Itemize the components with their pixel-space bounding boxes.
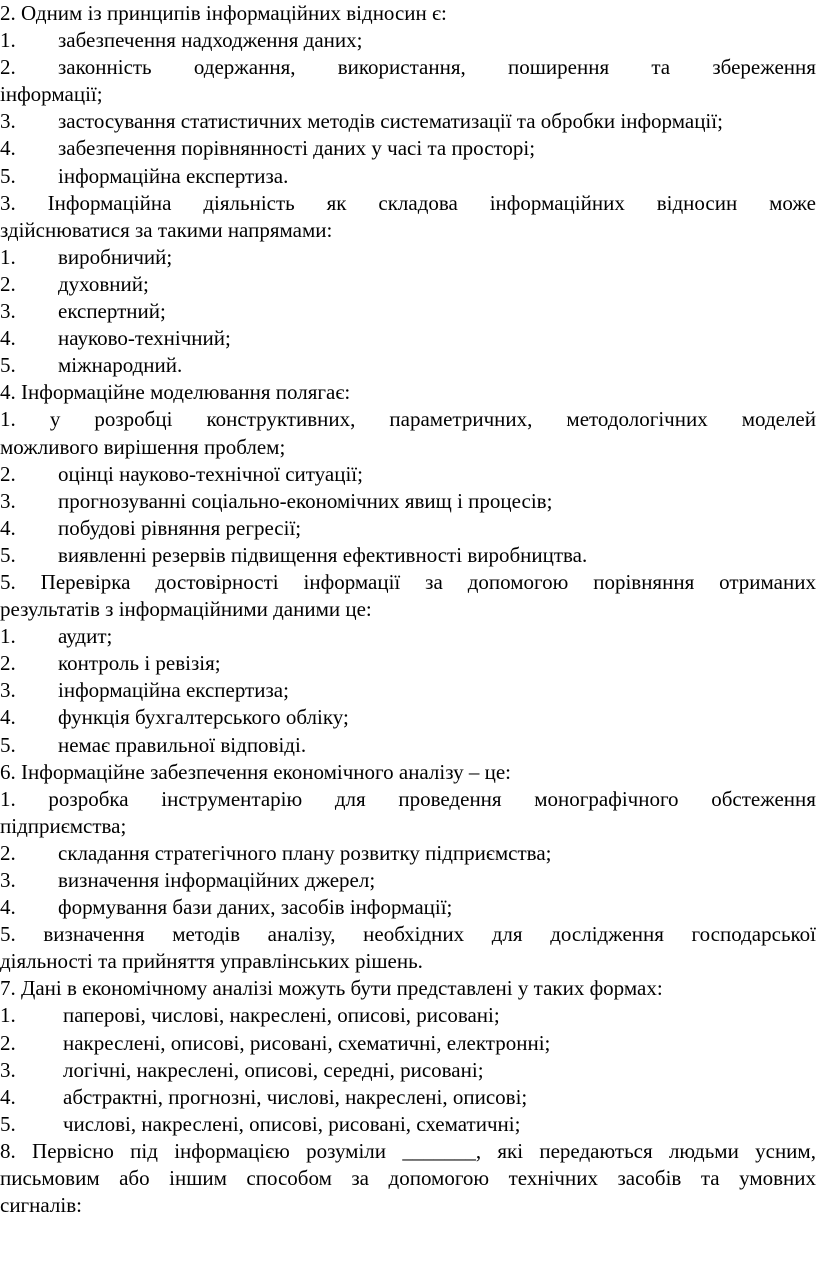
word: які [497,1138,524,1163]
answer-option [0,135,816,162]
option-text: побудові рівняння регресії; [58,515,302,540]
word: Інформаційна [47,190,172,215]
answer-option [0,271,816,298]
text-line: інформації; [0,82,103,107]
word: та [651,55,671,80]
answer-option [0,298,816,325]
word: 1. [0,407,16,432]
word: допомогою [388,1166,490,1191]
option-text: аудит; [58,624,113,649]
word: моделей [741,407,816,432]
option-text: формування бази даних, засобів інформації; [58,895,453,920]
option-text: немає правильної відповіді. [58,732,307,757]
option-number: 2. [0,1030,16,1055]
answer-option [0,1084,816,1111]
word: 1. [0,786,16,811]
option-number: 3. [0,299,16,324]
answer-option [0,704,816,731]
answer-option [0,677,816,704]
option-number: 2. [0,461,16,486]
answer-option [0,461,816,488]
answer-option [0,840,816,867]
justified-line [0,569,816,596]
option-number: 1. [0,624,16,649]
word: інформації [303,569,401,594]
justified-line [0,786,816,813]
option-text: міжнародний. [58,353,183,378]
word: усним, [755,1138,816,1163]
answer-option [0,732,816,759]
word: Перевірка [40,569,131,594]
word: допомогою [467,569,569,594]
word: за [425,569,443,594]
answer-option [0,244,816,271]
option-text: накреслені, описові, рисовані, схематичні, електронні; [63,1030,551,1055]
option-text: абстрактні, прогнозні, числові, накреслені, описові; [63,1084,528,1109]
text-line: діяльності та прийняття управлінських рішень. [0,949,423,974]
option-number: 2. [0,651,16,676]
word: людьми [668,1138,739,1163]
text-line: здійснюватися за такими напрямами: [0,217,333,242]
word: господарської [691,922,816,947]
option-text: забезпечення надходження даних; [58,28,363,53]
word: необхідних [363,922,465,947]
word: 2. [0,55,16,80]
word: для [491,922,523,947]
justified-line [0,921,816,948]
answer-option [0,1111,816,1138]
option-number: 4. [0,326,16,351]
option-number: 3. [0,678,16,703]
word: одержання, [193,55,296,80]
text-line: 6. Інформаційне забезпечення економічного аналізу – це: [0,759,511,784]
word: параметричних, [389,407,533,432]
answer-option [0,488,816,515]
option-text: визначення інформаційних джерел; [58,868,376,892]
text-line: 4. Інформаційне моделювання полягає: [0,380,351,405]
word: 3. [0,190,16,215]
answer-option [0,542,816,569]
option-number: 1. [0,244,16,269]
option-text: логічні, накреслені, описові, середні, рисовані; [63,1057,484,1082]
word: Первісно [32,1138,114,1163]
word: дослідження [550,922,664,947]
option-number: 3. [0,109,16,134]
option-number: 3. [0,868,16,892]
option-number: 4. [0,895,16,920]
option-number: 5. [0,542,16,567]
option-text: інформаційна експертиза; [58,678,289,703]
word: за [351,1166,370,1191]
word: діяльність [203,190,295,215]
word: інформаційних [489,190,625,215]
answer-option [0,867,816,894]
justified-line [0,190,816,217]
word: 5. [0,569,16,594]
word: може [769,190,816,215]
option-text: прогнозуванні соціально-економічних явищ і процесів; [58,488,553,513]
word: розуміли [306,1138,387,1163]
word: методологічних [566,407,708,432]
word: збереження [712,55,816,80]
option-text: числові, накреслені, описові, рисовані, схематичні; [63,1111,521,1136]
option-text: науково-технічний; [58,326,231,351]
option-text: духовний; [58,271,149,296]
word: 5. [0,922,16,947]
text-line: 7. Дані в економічному аналізі можуть бути представлені у таких формах: [0,976,663,1001]
word: способом [246,1166,332,1191]
word: складова [378,190,458,215]
word: законність [58,55,152,80]
option-number: 2. [0,840,16,865]
option-text: застосування статистичних методів систематизації та обробки інформації; [58,109,723,134]
word: умовних [739,1166,816,1191]
answer-option [0,1057,816,1084]
answer-option [0,515,816,542]
word: методів [172,922,241,947]
word: та [700,1166,720,1191]
answer-option [0,108,816,135]
text-line: 2. Одним із принципів інформаційних відносин є: [0,1,447,25]
option-number: 3. [0,488,16,513]
word: технічних [508,1166,598,1191]
word: проведення [398,786,502,811]
word: інформацією [174,1138,290,1163]
word: _______, [402,1138,482,1163]
word: конструктивних, [206,407,356,432]
option-text: складання стратегічного плану розвитку підприємства; [58,840,552,865]
option-number: 5. [0,732,16,757]
answer-option [0,1002,816,1029]
word: використання, [337,55,466,80]
justified-line [0,406,816,433]
option-text: інформаційна експертиза. [58,163,289,188]
answer-option [0,623,816,650]
word: поширення [508,55,610,80]
answer-option [0,650,816,677]
word: обстеження [711,786,816,811]
option-number: 1. [0,1003,16,1028]
word: отриманих [719,569,816,594]
word: аналізу, [267,922,336,947]
answer-option [0,163,816,190]
option-number: 4. [0,515,16,540]
word: 8. [0,1138,16,1163]
word: або [119,1166,150,1191]
option-number: 4. [0,136,16,161]
answer-option [0,1030,816,1057]
word: розробка [48,786,129,811]
word: визначення [43,922,145,947]
justified-line [0,1165,816,1192]
answer-option [0,27,816,54]
answer-option [0,325,816,352]
word: у [49,407,61,432]
text-line: сигналів: [0,1193,82,1218]
word: під [130,1138,158,1163]
option-number: 5. [0,163,16,188]
word: як [326,190,347,215]
word: порівняння [593,569,695,594]
option-number: 2. [0,271,16,296]
word: для [334,786,366,811]
text-line: підприємства; [0,813,127,838]
option-text: функція бухгалтерського обліку; [58,705,349,730]
justified-line [0,54,816,81]
option-text: виявленні резервів підвищення ефективності виробництва. [58,542,588,567]
word: відносин [656,190,738,215]
answer-option [0,894,816,921]
word: розробці [94,407,173,432]
option-number: 5. [0,1111,16,1136]
option-number: 1. [0,28,16,53]
text-line: можливого вирішення проблем; [0,434,286,459]
option-number: 4. [0,705,16,730]
option-number: 3. [0,1057,16,1082]
option-text: контроль і ревізія; [58,651,221,676]
word: передаються [539,1138,653,1163]
option-text: паперові, числові, накреслені, описові, рисовані; [63,1003,500,1028]
word: іншим [169,1166,227,1191]
word: письмовим [0,1166,100,1191]
option-text: експертний; [58,299,166,324]
word: достовірності [155,569,279,594]
option-text: виробничий; [58,244,173,269]
option-number: 4. [0,1084,16,1109]
text-line: результатів з інформаційними даними це: [0,597,372,622]
justified-line [0,1138,816,1165]
word: інструментарію [161,786,303,811]
word: монографічного [534,786,679,811]
word: засобів [617,1166,682,1191]
option-number: 5. [0,353,16,378]
answer-option [0,352,816,379]
option-text: забезпечення порівнянності даних у часі та просторі; [58,136,536,161]
option-text: оцінці науково-технічної ситуації; [58,461,363,486]
